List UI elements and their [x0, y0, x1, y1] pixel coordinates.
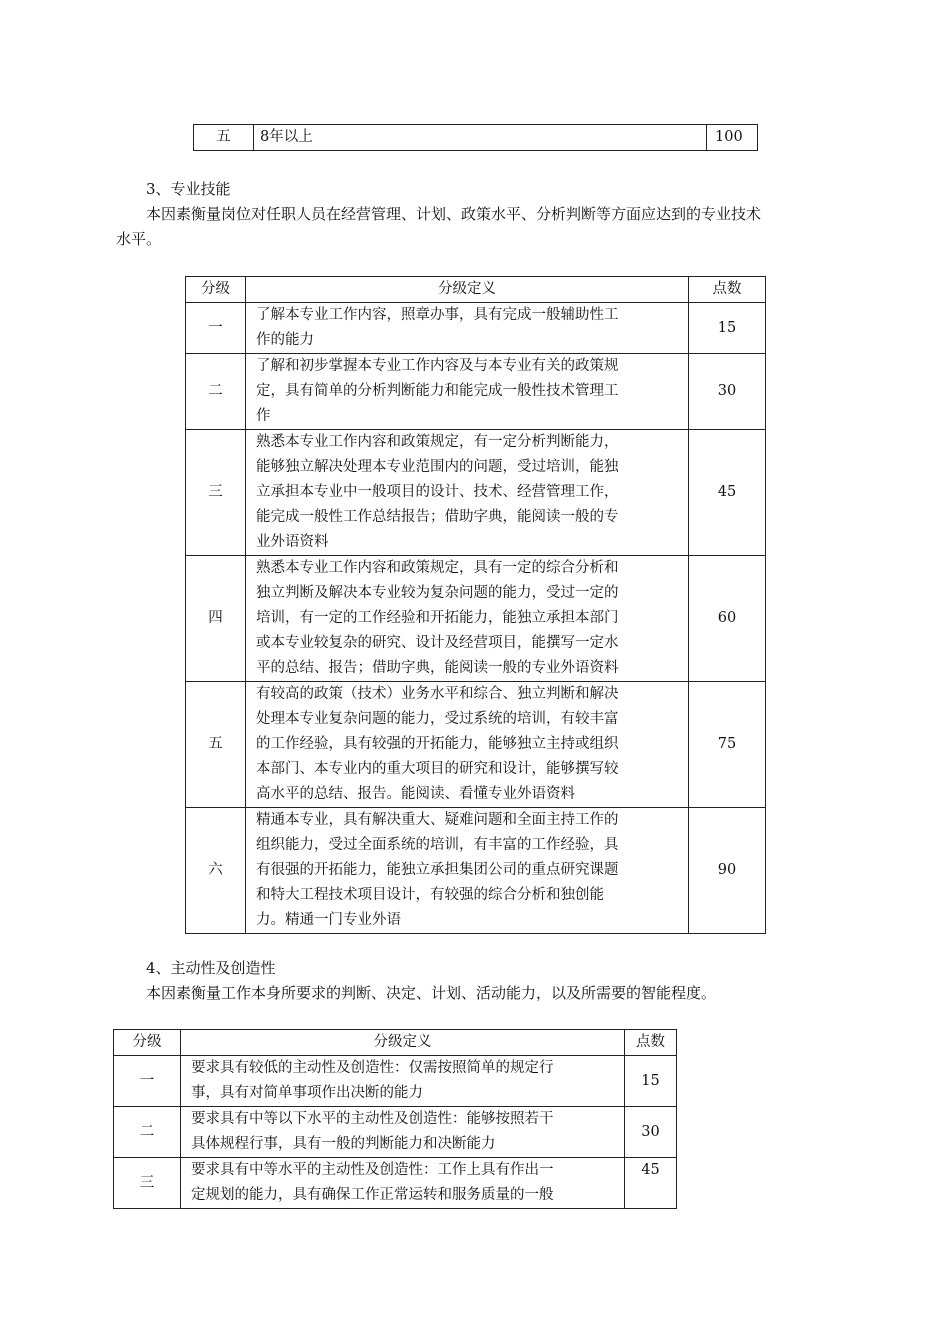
definition-cell	[246, 354, 689, 430]
definition-line: 有较高的政策（技术）业务水平和综合、独立判断和解决	[256, 686, 619, 702]
grade-cell: 五	[186, 682, 246, 808]
grade-cell: 五	[194, 125, 254, 151]
points-cell: 60	[689, 556, 766, 682]
definition-line: 事，具有对简单事项作出决断的能力	[191, 1085, 423, 1101]
table-row	[186, 556, 766, 682]
definition-line: 要求具有较低的主动性及创造性：仅需按照简单的规定行	[191, 1060, 554, 1076]
definition-line: 要求具有中等以下水平的主动性及创造性：能够按照若干	[191, 1111, 554, 1127]
table-row	[114, 1158, 677, 1209]
table-row	[186, 303, 766, 354]
table-experience-tail	[193, 124, 758, 151]
initiative-table	[113, 1029, 677, 1209]
points-cell: 100	[707, 125, 758, 151]
table-row	[186, 354, 766, 430]
definition-line: 有很强的开拓能力，能独立承担集团公司的重点研究课题	[256, 862, 619, 878]
table-row	[186, 682, 766, 808]
grade-cell: 二	[114, 1107, 181, 1158]
definition-line: 业外语资料	[256, 534, 329, 550]
definition-cell	[181, 1107, 625, 1158]
points-cell: 15	[625, 1056, 677, 1107]
definition-cell	[246, 303, 689, 354]
table-header-row	[186, 277, 766, 303]
definition-cell	[181, 1158, 625, 1209]
definition-line: 定规划的能力，具有确保工作正常运转和服务质量的一般	[191, 1187, 554, 1203]
table-row	[114, 1107, 677, 1158]
grade-cell: 二	[186, 354, 246, 430]
points-cell: 30	[689, 354, 766, 430]
table-row	[186, 808, 766, 934]
grade-cell: 一	[186, 303, 246, 354]
section3-heading: 3、专业技能	[146, 180, 231, 198]
definition-line: 力。精通一门专业外语	[256, 912, 401, 928]
definition-line: 要求具有中等水平的主动性及创造性：工作上具有作出一	[191, 1162, 554, 1178]
definition-line: 能完成一般性工作总结报告；借助字典，能阅读一般的专	[256, 509, 619, 525]
definition-line: 组织能力，受过全面系统的培训，有丰富的工作经验，具	[256, 837, 619, 853]
definition-cell	[246, 682, 689, 808]
section3-intro-line1: 本因素衡量岗位对任职人员在经营管理、计划、政策水平、分析判断等方面应达到的专业技术	[146, 205, 762, 223]
header-grade: 分级	[186, 277, 246, 303]
header-definition: 分级定义	[181, 1030, 625, 1056]
definition-line: 定，具有简单的分析判断能力和能完成一般性技术管理工	[256, 383, 619, 399]
grade-cell: 三	[114, 1158, 181, 1209]
definition-line: 熟悉本专业工作内容和政策规定，有一定分析判断能力，	[256, 434, 619, 450]
table-header-row	[114, 1030, 677, 1056]
definition-line: 了解和初步掌握本专业工作内容及与本专业有关的政策规	[256, 358, 619, 374]
definition-line: 或本专业较复杂的研究、设计及经营项目，能撰写一定水	[256, 635, 619, 651]
points-cell: 30	[625, 1107, 677, 1158]
grade-cell: 一	[114, 1056, 181, 1107]
table-row	[194, 125, 758, 151]
table-row	[114, 1056, 677, 1107]
definition-line: 的工作经验，具有较强的开拓能力，能够独立主持或组织	[256, 736, 619, 752]
definition-line: 平的总结、报告；借助字典，能阅读一般的专业外语资料	[256, 660, 619, 676]
definition-line: 高水平的总结、报告。能阅读、看懂专业外语资料	[256, 786, 575, 802]
definition-line: 能够独立解决处理本专业范围内的问题，受过培训，能独	[256, 459, 619, 475]
points-cell: 45	[625, 1158, 677, 1209]
points-cell: 15	[689, 303, 766, 354]
header-points: 点数	[689, 277, 766, 303]
skills-table	[185, 276, 766, 934]
section4-heading: 4、主动性及创造性	[146, 959, 276, 977]
header-definition: 分级定义	[246, 277, 689, 303]
section3-intro-line2: 水平。	[116, 230, 162, 248]
section4-intro: 本因素衡量工作本身所要求的判断、决定、计划、活动能力，以及所需要的智能程度。	[146, 984, 717, 1002]
definition-line: 培训，有一定的工作经验和开拓能力，能独立承担本部门	[256, 610, 619, 626]
table-row	[186, 430, 766, 556]
header-grade: 分级	[114, 1030, 181, 1056]
definition-line: 作	[256, 408, 271, 424]
definition-cell	[246, 556, 689, 682]
definition-cell	[246, 430, 689, 556]
points-cell: 75	[689, 682, 766, 808]
definition-line: 了解本专业工作内容，照章办事，具有完成一般辅助性工	[256, 307, 619, 323]
points-cell: 90	[689, 808, 766, 934]
points-cell: 45	[689, 430, 766, 556]
definition-line: 本部门、本专业内的重大项目的研究和设计，能够撰写较	[256, 761, 619, 777]
grade-cell: 四	[186, 556, 246, 682]
definition-line: 作的能力	[256, 332, 314, 348]
definition-line: 熟悉本专业工作内容和政策规定，具有一定的综合分析和	[256, 560, 619, 576]
definition-cell	[246, 808, 689, 934]
header-points: 点数	[625, 1030, 677, 1056]
definition-line: 处理本专业复杂问题的能力，受过系统的培训，有较丰富	[256, 711, 619, 727]
grade-cell: 六	[186, 808, 246, 934]
definition-cell	[181, 1056, 625, 1107]
definition-line: 和特大工程技术项目设计，有较强的综合分析和独创能	[256, 887, 604, 903]
definition-line: 独立判断及解决本专业较为复杂问题的能力，受过一定的	[256, 585, 619, 601]
definition-line: 精通本专业，具有解决重大、疑难问题和全面主持工作的	[256, 812, 619, 828]
definition-line: 立承担本专业中一般项目的设计、技术、经营管理工作，	[256, 484, 619, 500]
grade-cell: 三	[186, 430, 246, 556]
definition-line: 具体规程行事，具有一般的判断能力和决断能力	[191, 1136, 496, 1152]
definition-cell: 8年以上	[254, 125, 707, 151]
